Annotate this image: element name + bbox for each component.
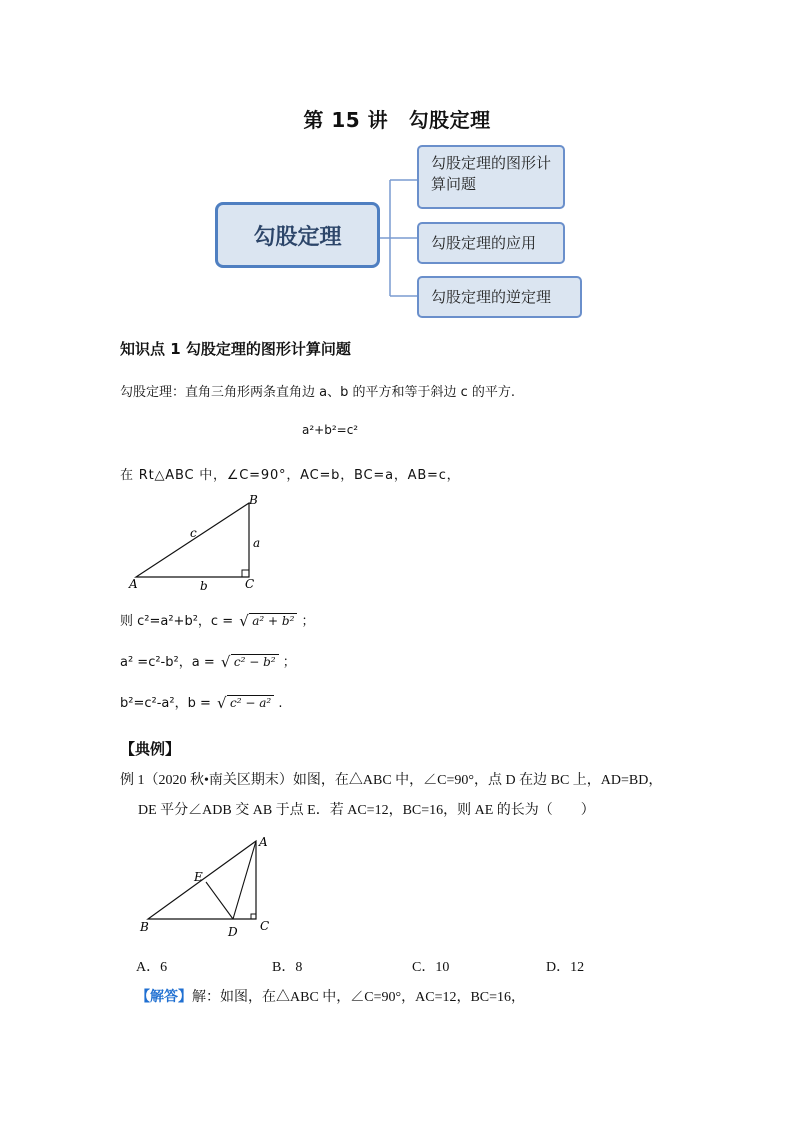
mindmap-branch-1: 勾股定理的图形计算问题 [417,145,565,209]
vertex-c-label: C [245,577,255,591]
section-heading: 知识点 1 勾股定理的图形计算问题 [120,340,351,358]
fig2-vertex-a: A [259,835,268,849]
fig2-vertex-d: D [228,925,238,939]
page-title: 第 15 讲 勾股定理 [303,108,491,132]
example-problem [120,766,662,826]
example-line-1: 例 1（2020 秋•南关区期末）如图，在△ABC 中，∠C=90°，点 D 在边 BC 上，AD=BD， [120,773,663,788]
answer-tag: 【解答】 [136,990,192,1005]
fig2-vertex-b: B [140,920,149,934]
mindmap-branch-3: 勾股定理的逆定理 [417,276,582,318]
right-triangle-figure [120,490,280,595]
vertex-b-label: B [249,493,258,507]
formula-line-b: b²=c²-a²，b = √ c² − a² . [120,694,283,712]
triangle-condition: 在 Rt△ABC 中，∠C=90°，AC=b，BC=a，AB=c， [120,468,461,483]
option-d: D．12 [546,960,585,975]
side-c-label: c [190,526,197,540]
formula-line-c: 则 c²=a²+b²，c = √ a² + b² ； [120,612,315,630]
mindmap-connectors [380,170,420,310]
formula-line-a: a² =c²-b²，a = √ c² − b² ； [120,653,296,671]
mindmap-branch-2: 勾股定理的应用 [417,222,565,264]
fig2-vertex-c: C [260,919,270,933]
example-line-2: DE 平分∠ADB 交 AB 于点 E．若 AC=12，BC=16，则 AE 的长为（ ） [138,803,595,818]
vertex-a-label: A [129,577,138,591]
option-b: B．8 [272,960,303,975]
pythagorean-formula: a²+b²=c² [302,423,359,437]
option-a: A．6 [136,960,168,975]
option-c: C．10 [412,960,450,975]
mindmap-center: 勾股定理 [215,202,380,268]
example-bracket-heading: 【典例】 [120,740,181,758]
answer-line [136,986,525,1006]
theorem-definition: 勾股定理：直角三角形两条直角边 a、b 的平方和等于斜边 c 的平方. [120,385,516,400]
example-triangle-figure [136,833,286,941]
side-b-label: b [200,579,208,593]
fig2-vertex-e: E [194,870,203,884]
side-a-label: a [253,536,261,550]
answer-text: 解：如图，在△ABC 中，∠C=90°，AC=12，BC=16， [192,990,526,1005]
